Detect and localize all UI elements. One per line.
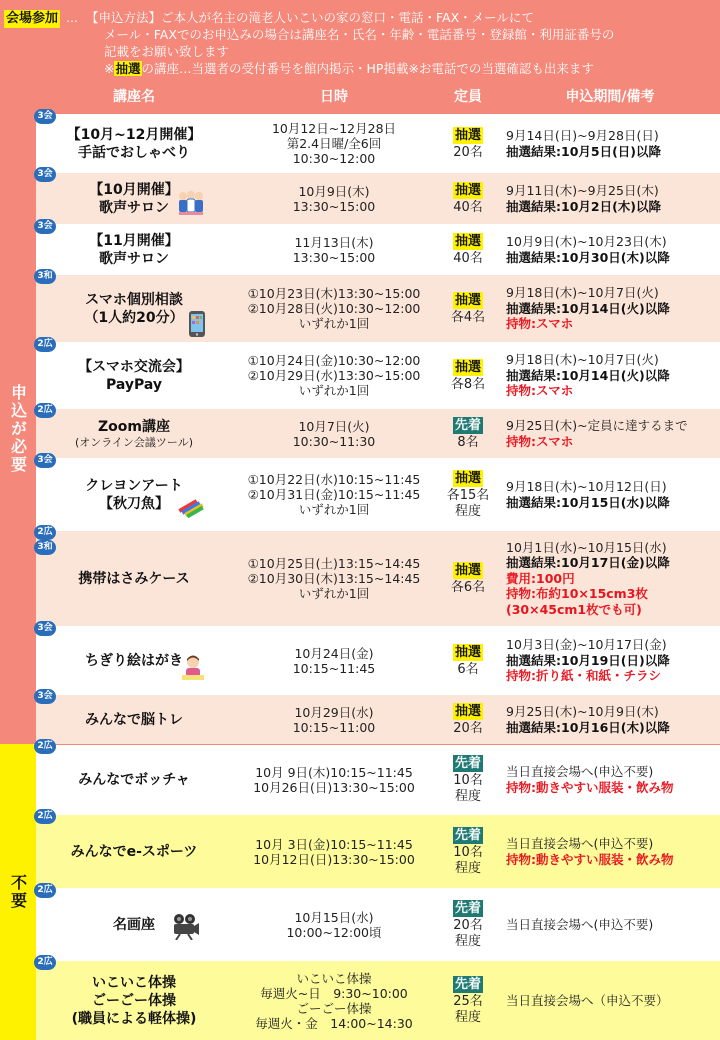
- note-period: 当日直接会場へ(申込不要): [506, 764, 654, 779]
- tearing-paper-person-icon: [180, 654, 206, 682]
- datetime-line: いずれか1回: [298, 316, 370, 331]
- course-name-line: 歌声サロン: [99, 250, 169, 267]
- course-name-line: みんなでe-スポーツ: [70, 843, 198, 860]
- note-items-to-bring: 持物:布約10×15cm3枚: [506, 586, 648, 602]
- capacity-value: 程度: [454, 788, 481, 804]
- note-period: 10月3日(金)~10月17日(金): [506, 637, 667, 653]
- course-name-line: PayPay: [105, 376, 163, 393]
- course-name-line: みんなでボッチャ: [78, 771, 190, 788]
- course-datetime: [232, 173, 436, 224]
- course-name-line: Zoom講座: [98, 418, 170, 435]
- venue-badge: 3会: [34, 167, 56, 182]
- crayons-icon: [176, 494, 206, 518]
- course-name-subtitle: (オンライン会議ツール): [74, 435, 194, 449]
- lottery-highlight: 抽選: [115, 61, 141, 76]
- course-name-line: 携帯はさみケース: [78, 570, 190, 587]
- table-row: [36, 271, 720, 342]
- note-period: 9月25日(木)~10月9日(木): [506, 704, 659, 719]
- course-capacity: [436, 695, 500, 744]
- capacity-value: 各4名: [450, 309, 486, 325]
- note-period: 10月9日(木)~10月23日(木): [506, 234, 667, 249]
- venue-badge: 3会: [34, 109, 56, 124]
- side-label-required: [0, 114, 36, 744]
- capacity-value: 20名: [453, 144, 483, 160]
- datetime-line: 10月7日(火): [298, 418, 370, 434]
- course-name-line: 手話でおしゃべり: [78, 144, 190, 161]
- capacity-value: 6名: [457, 661, 479, 677]
- datetime-line: 10月12日~12月28日: [271, 121, 397, 136]
- capacity-value: 程度: [454, 933, 481, 949]
- course-datetime: [232, 745, 436, 814]
- course-period-notes: [500, 275, 720, 342]
- course-name: [36, 961, 232, 1040]
- note-lottery-result: 抽選結果:10月30日(木)以降: [506, 249, 670, 265]
- note-items-to-bring: 持物:動きやすい服装・飲み物: [506, 851, 674, 867]
- note-lottery-result: 抽選結果:10月17日(金)以降: [506, 555, 670, 571]
- note-period: 当日直接会場へ(申込不要): [506, 836, 654, 851]
- note-items-to-bring: 持物:スマホ: [506, 383, 574, 399]
- course-period-notes: [500, 343, 720, 408]
- course-datetime: [232, 115, 436, 172]
- venue-badge: 2広: [34, 955, 56, 970]
- capacity-value: 10名: [453, 772, 483, 788]
- capacity-value: 40名: [453, 250, 483, 266]
- capacity-value: 20名: [453, 720, 483, 736]
- course-datetime: [232, 409, 436, 458]
- datetime-line: 第2.4日曜/全6回: [286, 136, 382, 151]
- course-name: [36, 815, 232, 888]
- datetime-line: 毎週火・金 14:00~14:30: [255, 1015, 413, 1031]
- course-capacity: [436, 531, 500, 626]
- course-datetime: [232, 225, 436, 274]
- header-line-4-rest: の講座…当選者の受付番号を館内掲示・HP掲載※お電話での当選確認も出来ます: [141, 61, 594, 76]
- course-capacity: [436, 745, 500, 814]
- datetime-line: 10月 3日(金)10:15~11:45: [255, 836, 413, 852]
- venue-badge: 2広: [34, 883, 56, 898]
- note-period: 当日直接会場へ（申込不要）: [506, 992, 669, 1008]
- datetime-line: ②10月29日(水)13:30~15:00: [247, 368, 421, 383]
- course-name: [36, 343, 232, 408]
- lottery-badge: 抽選: [454, 644, 481, 660]
- venue-badge: 2広: [34, 739, 56, 754]
- capacity-value: 程度: [454, 860, 481, 876]
- table-row: [36, 623, 720, 694]
- course-datetime: [232, 531, 436, 626]
- venue-badge: 2広: [34, 403, 56, 418]
- course-name: [36, 889, 232, 960]
- capacity-value: 程度: [454, 503, 481, 519]
- venue-badge: 3会: [34, 219, 56, 234]
- course-period-notes: [500, 225, 720, 274]
- lottery-badge: 抽選: [454, 182, 481, 198]
- column-header-period-notes: 申込期間/備考: [565, 89, 655, 105]
- course-datetime: [232, 815, 436, 888]
- capacity-value: 各15名: [446, 487, 490, 503]
- datetime-line: 10月12日(日)13:30~15:00: [253, 851, 415, 867]
- course-name-line: ちぎり絵はがき: [85, 652, 183, 669]
- capacity-value: 各8名: [450, 376, 486, 392]
- table-row: [36, 811, 720, 888]
- course-period-notes: [500, 889, 720, 960]
- header-line-2: メール・FAXでのお申込みの場合は講座名・氏名・年齢・電話番号・登録館・利用証番号の: [104, 27, 615, 42]
- note-items-to-bring: 持物:動きやすい服装・飲み物: [506, 779, 674, 795]
- first-come-badge: 先着: [454, 755, 481, 771]
- venue-badge: 3和: [34, 540, 56, 555]
- course-datetime: [232, 343, 436, 408]
- note-period: 当日直接会場へ(申込不要): [506, 916, 654, 932]
- venue-badge: 2広: [34, 525, 56, 540]
- header-dots: …: [66, 11, 78, 25]
- datetime-line: 10:30~11:30: [292, 433, 376, 449]
- course-period-notes: [500, 531, 720, 626]
- note-items-to-bring: (30×45cm1枚でも可): [506, 601, 642, 617]
- course-datetime: [232, 459, 436, 530]
- lottery-badge: 抽選: [454, 292, 481, 308]
- note-items-to-bring: 費用:100円: [506, 570, 575, 586]
- first-come-badge: 先着: [454, 976, 481, 992]
- course-name-line: 【秋刀魚】: [99, 495, 169, 512]
- capacity-value: 10名: [453, 844, 483, 860]
- course-period-notes: [500, 459, 720, 530]
- course-name: [36, 225, 232, 274]
- lottery-badge: 抽選: [454, 359, 481, 375]
- table-header: [0, 80, 720, 114]
- table-row: [36, 405, 720, 458]
- note-period: 9月11日(木)~9月25日(木): [506, 183, 659, 198]
- table-row: [36, 957, 720, 1040]
- datetime-line: 10:00~12:00頃: [286, 924, 382, 940]
- course-capacity: [436, 173, 500, 224]
- course-period-notes: [500, 173, 720, 224]
- datetime-line: ①10月24日(金)10:30~12:00: [247, 353, 421, 368]
- side-label-not-required-text: 不要: [8, 874, 28, 910]
- datetime-line: ごーごー体操: [296, 1000, 372, 1016]
- note-items-to-bring: 持物:スマホ: [506, 316, 574, 332]
- course-name-line: 【11月開催】: [89, 232, 179, 249]
- course-capacity: [436, 275, 500, 342]
- datetime-line: 10月29日(水): [294, 704, 374, 720]
- course-datetime: [232, 889, 436, 960]
- course-name-line: 【スマホ交流会】: [78, 358, 190, 375]
- note-period: 10月1日(水)~10月15日(水): [506, 539, 667, 555]
- datetime-line: いずれか1回: [298, 586, 370, 601]
- note-lottery-result: 抽選結果:10月14日(火)以降: [506, 300, 670, 316]
- venue-badge: 3会: [34, 689, 56, 704]
- course-name-line: ごーごー体操: [92, 992, 176, 1009]
- datetime-line: 13:30~15:00: [292, 198, 376, 214]
- datetime-line: いずれか1回: [298, 383, 370, 398]
- note-items-to-bring: 持物:折り紙・和紙・チラシ: [506, 668, 661, 684]
- note-lottery-result: 抽選結果:10月5日(日)以降: [506, 143, 662, 159]
- capacity-value: 25名: [453, 993, 483, 1009]
- course-capacity: [436, 459, 500, 530]
- column-header-capacity: 定員: [454, 89, 482, 105]
- table-row: [36, 339, 720, 408]
- course-capacity: [436, 961, 500, 1040]
- course-name: [36, 409, 232, 458]
- datetime-line: いずれか1回: [298, 502, 370, 517]
- note-period: 9月25日(木)~定員に達するまで: [506, 418, 688, 433]
- lottery-badge: 抽選: [454, 703, 481, 719]
- capacity-value: 40名: [453, 199, 483, 215]
- table-row: [36, 111, 720, 172]
- course-period-notes: [500, 961, 720, 1040]
- capacity-value: 程度: [454, 1009, 481, 1025]
- datetime-line: 10月26日(日)13:30~15:00: [253, 779, 415, 795]
- datetime-line: 11月13日(木): [294, 234, 374, 250]
- note-lottery-result: 抽選結果:10月19日(日)以降: [506, 652, 670, 668]
- first-come-badge: 先着: [454, 827, 481, 843]
- note-lottery-result: 抽選結果:10月2日(木)以降: [506, 198, 662, 214]
- datetime-line: 10月 9日(木)10:15~11:45: [255, 764, 413, 780]
- column-header-datetime: 日時: [320, 89, 348, 105]
- note-period: 9月18日(木)~10月12日(日): [506, 479, 667, 494]
- datetime-line: ②10月30日(木)13:15~14:45: [247, 571, 421, 586]
- course-name: [36, 745, 232, 814]
- datetime-line: ①10月23日(木)13:30~15:00: [247, 286, 421, 301]
- datetime-line: ②10月31日(金)10:15~11:45: [247, 487, 421, 502]
- first-come-badge: 先着: [454, 417, 481, 433]
- note-items-to-bring: 持物:スマホ: [506, 433, 574, 449]
- course-name-line: みんなで脳トレ: [85, 711, 183, 728]
- course-datetime: [232, 275, 436, 342]
- datetime-line: 毎週火~日 9:30~10:00: [260, 985, 408, 1001]
- lottery-badge: 抽選: [454, 470, 481, 486]
- note-period: 9月14日(日)~9月28日(日): [506, 128, 659, 143]
- course-period-notes: [500, 409, 720, 458]
- course-name-line: 名画座: [113, 916, 155, 933]
- course-datetime: [232, 627, 436, 694]
- venue-badge: 2広: [34, 809, 56, 824]
- datetime-line: 10月24日(金): [294, 645, 374, 661]
- venue-badge: 3会: [34, 621, 56, 636]
- course-capacity: [436, 815, 500, 888]
- header-line-4-mark: ※: [104, 61, 115, 76]
- course-datetime: [232, 961, 436, 1040]
- table-row: [36, 221, 720, 274]
- datetime-line: 10月15日(水): [294, 909, 374, 925]
- datetime-line: ②10月28日(火)10:30~12:00: [247, 301, 421, 316]
- datetime-line: 10:15~11:00: [292, 719, 376, 735]
- datetime-line: いこいこ体操: [296, 970, 372, 986]
- course-period-notes: [500, 627, 720, 694]
- table-row: [36, 169, 720, 224]
- capacity-value: 各6名: [450, 579, 486, 595]
- note-period: 9月18日(木)~10月7日(火): [506, 285, 659, 301]
- course-name-line: 【10月開催】: [89, 181, 179, 198]
- course-name: [36, 115, 232, 172]
- course-name-line: クレヨンアート: [85, 477, 183, 494]
- datetime-line: 10:15~11:45: [292, 660, 376, 676]
- course-period-notes: [500, 695, 720, 744]
- column-header-course: 講座名: [113, 89, 155, 105]
- datetime-line: ①10月22日(水)10:15~11:45: [247, 472, 421, 487]
- course-name-line: 歌声サロン: [99, 199, 169, 216]
- course-name-line: いこいこ体操: [92, 974, 176, 991]
- datetime-line: 10月9日(木): [298, 183, 370, 199]
- datetime-line: ①10月25日(土)13:15~14:45: [247, 556, 421, 571]
- course-period-notes: [500, 745, 720, 814]
- table-row: [36, 741, 720, 814]
- course-name: [36, 695, 232, 744]
- course-capacity: [436, 225, 500, 274]
- course-period-notes: [500, 815, 720, 888]
- note-lottery-result: 抽選結果:10月14日(火)以降: [506, 367, 670, 383]
- course-name: [36, 531, 232, 626]
- course-name-line: 【10月~12月開催】: [66, 126, 202, 143]
- note-lottery-result: 抽選結果:10月15日(水)以降: [506, 494, 670, 510]
- course-datetime: [232, 695, 436, 744]
- course-capacity: [436, 343, 500, 408]
- course-capacity: [436, 409, 500, 458]
- venue-badge: 3会: [34, 453, 56, 468]
- header-line-3: 記載をお願い致します: [104, 44, 230, 59]
- venue-participation-tag: 会場参加: [6, 11, 59, 26]
- header-line-4: [104, 61, 594, 77]
- datetime-line: 10:30~12:00: [292, 151, 376, 166]
- note-lottery-result: 抽選結果:10月16日(木)以降: [506, 719, 670, 735]
- table-row: [36, 885, 720, 960]
- side-label-required-text: 申込が必要: [8, 384, 28, 474]
- note-period: 9月18日(木)~10月7日(火): [506, 352, 659, 368]
- lottery-badge: 抽選: [454, 127, 481, 143]
- singers-icon: [176, 188, 206, 218]
- first-come-badge: 先着: [454, 900, 481, 916]
- table-row: [36, 691, 720, 744]
- course-capacity: [436, 115, 500, 172]
- side-label-not-required: [0, 744, 36, 1040]
- lottery-badge: 抽選: [454, 233, 481, 249]
- header-line-1: 【申込方法】ご本人が名主の滝老人いこいの家の窓口・電話・FAX・メールにて: [86, 10, 534, 25]
- table-row: [36, 455, 720, 530]
- course-capacity: [436, 627, 500, 694]
- movie-camera-icon: [170, 912, 200, 940]
- venue-badge: 2広: [34, 337, 56, 352]
- smartphone-icon: [188, 310, 206, 338]
- table-row: [36, 527, 720, 626]
- course-name-line: スマホ個別相談: [85, 291, 183, 308]
- datetime-line: 13:30~15:00: [292, 249, 376, 265]
- capacity-value: 8名: [457, 434, 479, 450]
- header-notice: [0, 0, 720, 80]
- lottery-badge: 抽選: [454, 562, 481, 578]
- capacity-value: 20名: [453, 917, 483, 933]
- course-capacity: [436, 889, 500, 960]
- course-name-line: （1人約20分）: [84, 309, 184, 326]
- course-period-notes: [500, 115, 720, 172]
- course-name-line: (職員による軽体操): [71, 1010, 197, 1027]
- venue-badge: 3和: [34, 269, 56, 284]
